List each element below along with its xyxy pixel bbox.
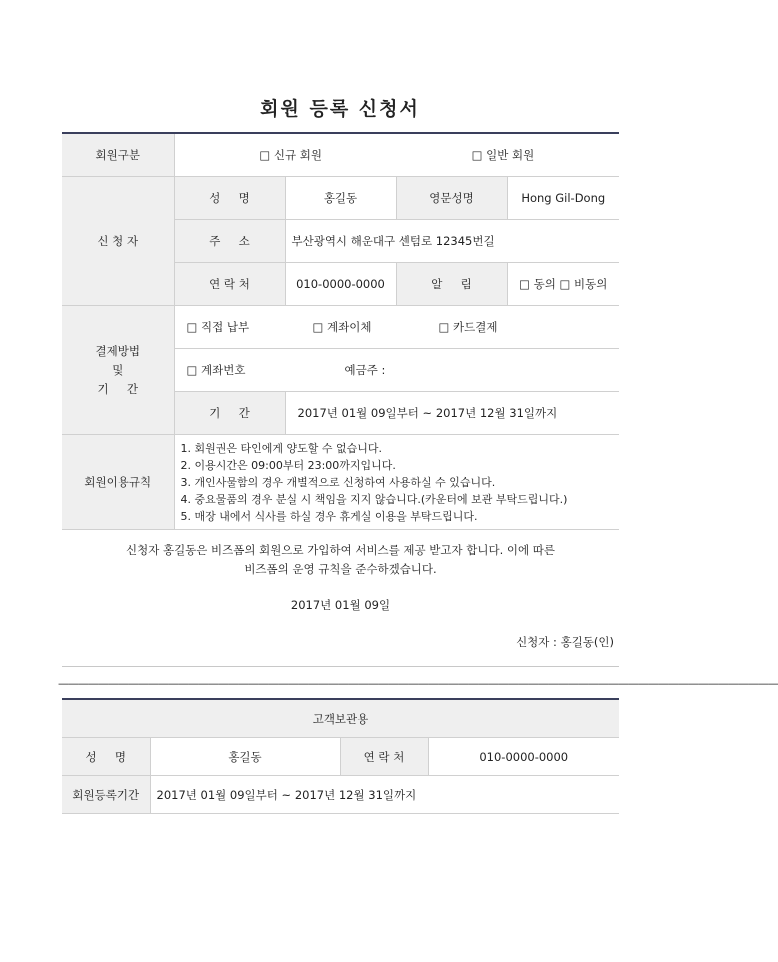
- statement-date: 2017년 01월 09일: [290, 598, 391, 612]
- divider: [62, 666, 619, 667]
- page-title: 회원 등록 신청서: [260, 98, 420, 120]
- membership-general-checkbox[interactable]: □ 일반 회원: [471, 148, 535, 162]
- registration-form-table: [62, 132, 619, 530]
- membership-label: 회원구분: [62, 133, 174, 177]
- address-value[interactable]: 부산광역시 해운대구 센텀로 12345번길: [285, 220, 619, 263]
- customer-contact-label: 연 락 처: [340, 738, 428, 776]
- rule-item: 5. 매장 내에서 식사를 하실 경우 휴게실 이용을 부탁드립니다.: [180, 509, 478, 523]
- rules-list: [174, 435, 619, 530]
- customer-period-label: 회원등록기간: [62, 776, 150, 814]
- rule-item: 3. 개인사물함의 경우 개별적으로 신청하여 사용하실 수 있습니다.: [180, 475, 496, 489]
- notify-label: 알 림: [396, 263, 507, 306]
- contact-label: 연 락 처: [174, 263, 285, 306]
- payment-direct-checkbox[interactable]: □ 직접 납부: [186, 320, 250, 334]
- payment-label: [62, 306, 174, 435]
- customer-copy-table: [62, 698, 619, 814]
- customer-contact-value[interactable]: 010-0000-0000: [428, 738, 619, 776]
- period-value[interactable]: 2017년 01월 09일부터 ~ 2017년 12월 31일까지: [285, 392, 619, 435]
- customer-copy-header: 고객보관용: [62, 699, 619, 738]
- applicant-label: 신 청 자: [62, 177, 174, 306]
- payment-label-line3: 기 간: [97, 381, 138, 396]
- rules-row: [62, 435, 619, 530]
- rules-label: 회원이용규칙: [62, 435, 174, 530]
- name-label: 성 명: [174, 177, 285, 220]
- payment-transfer-checkbox[interactable]: □ 계좌이체: [312, 320, 372, 334]
- depositor-label: 예금주 :: [344, 363, 386, 377]
- cut-line: ————————————————————————————————————————————————————————————————————————: [58, 677, 778, 690]
- customer-name-label: 성 명: [62, 738, 150, 776]
- notify-consent-checkboxes[interactable]: □ 동의 □ 비동의: [507, 263, 619, 306]
- account-number-checkbox[interactable]: □ 계좌번호: [186, 363, 246, 377]
- contact-value[interactable]: 010-0000-0000: [285, 263, 396, 306]
- eng-name-value[interactable]: Hong Gil-Dong: [507, 177, 619, 220]
- customer-name-value[interactable]: 홍길동: [150, 738, 340, 776]
- statement-line2: 비즈폼의 운영 규칙을 준수하겠습니다.: [244, 562, 437, 576]
- statement-line1: 신청자 홍길동은 비즈폼의 회원으로 가입하여 서비스를 제공 받고자 합니다. 이에 따른: [125, 543, 556, 557]
- address-label: 주 소: [174, 220, 285, 263]
- customer-period-value[interactable]: 2017년 01월 09일부터 ~ 2017년 12월 31일까지: [150, 776, 619, 814]
- rule-item: 1. 회원권은 타인에게 양도할 수 없습니다.: [180, 441, 382, 455]
- applicant-name-row: [62, 177, 619, 220]
- payment-label-line2: 및: [112, 362, 124, 377]
- name-value[interactable]: 홍길동: [285, 177, 396, 220]
- signature-line: 신청자 : 홍길동(인): [516, 635, 614, 649]
- rule-item: 4. 중요물품의 경우 분실 시 책임을 지지 않습니다.(카운터에 보관 부탁드립니다.): [180, 492, 568, 506]
- membership-new-checkbox[interactable]: □ 신규 회원: [259, 148, 322, 162]
- eng-name-label: 영문성명: [396, 177, 507, 220]
- period-label: 기 간: [174, 392, 285, 435]
- payment-card-checkbox[interactable]: □ 카드결제: [438, 320, 498, 334]
- rule-item: 2. 이용시간은 09:00부터 23:00까지입니다.: [180, 458, 396, 472]
- payment-options-row: [62, 306, 619, 349]
- membership-row: [62, 133, 619, 177]
- payment-label-line1: 결제방법: [95, 343, 140, 358]
